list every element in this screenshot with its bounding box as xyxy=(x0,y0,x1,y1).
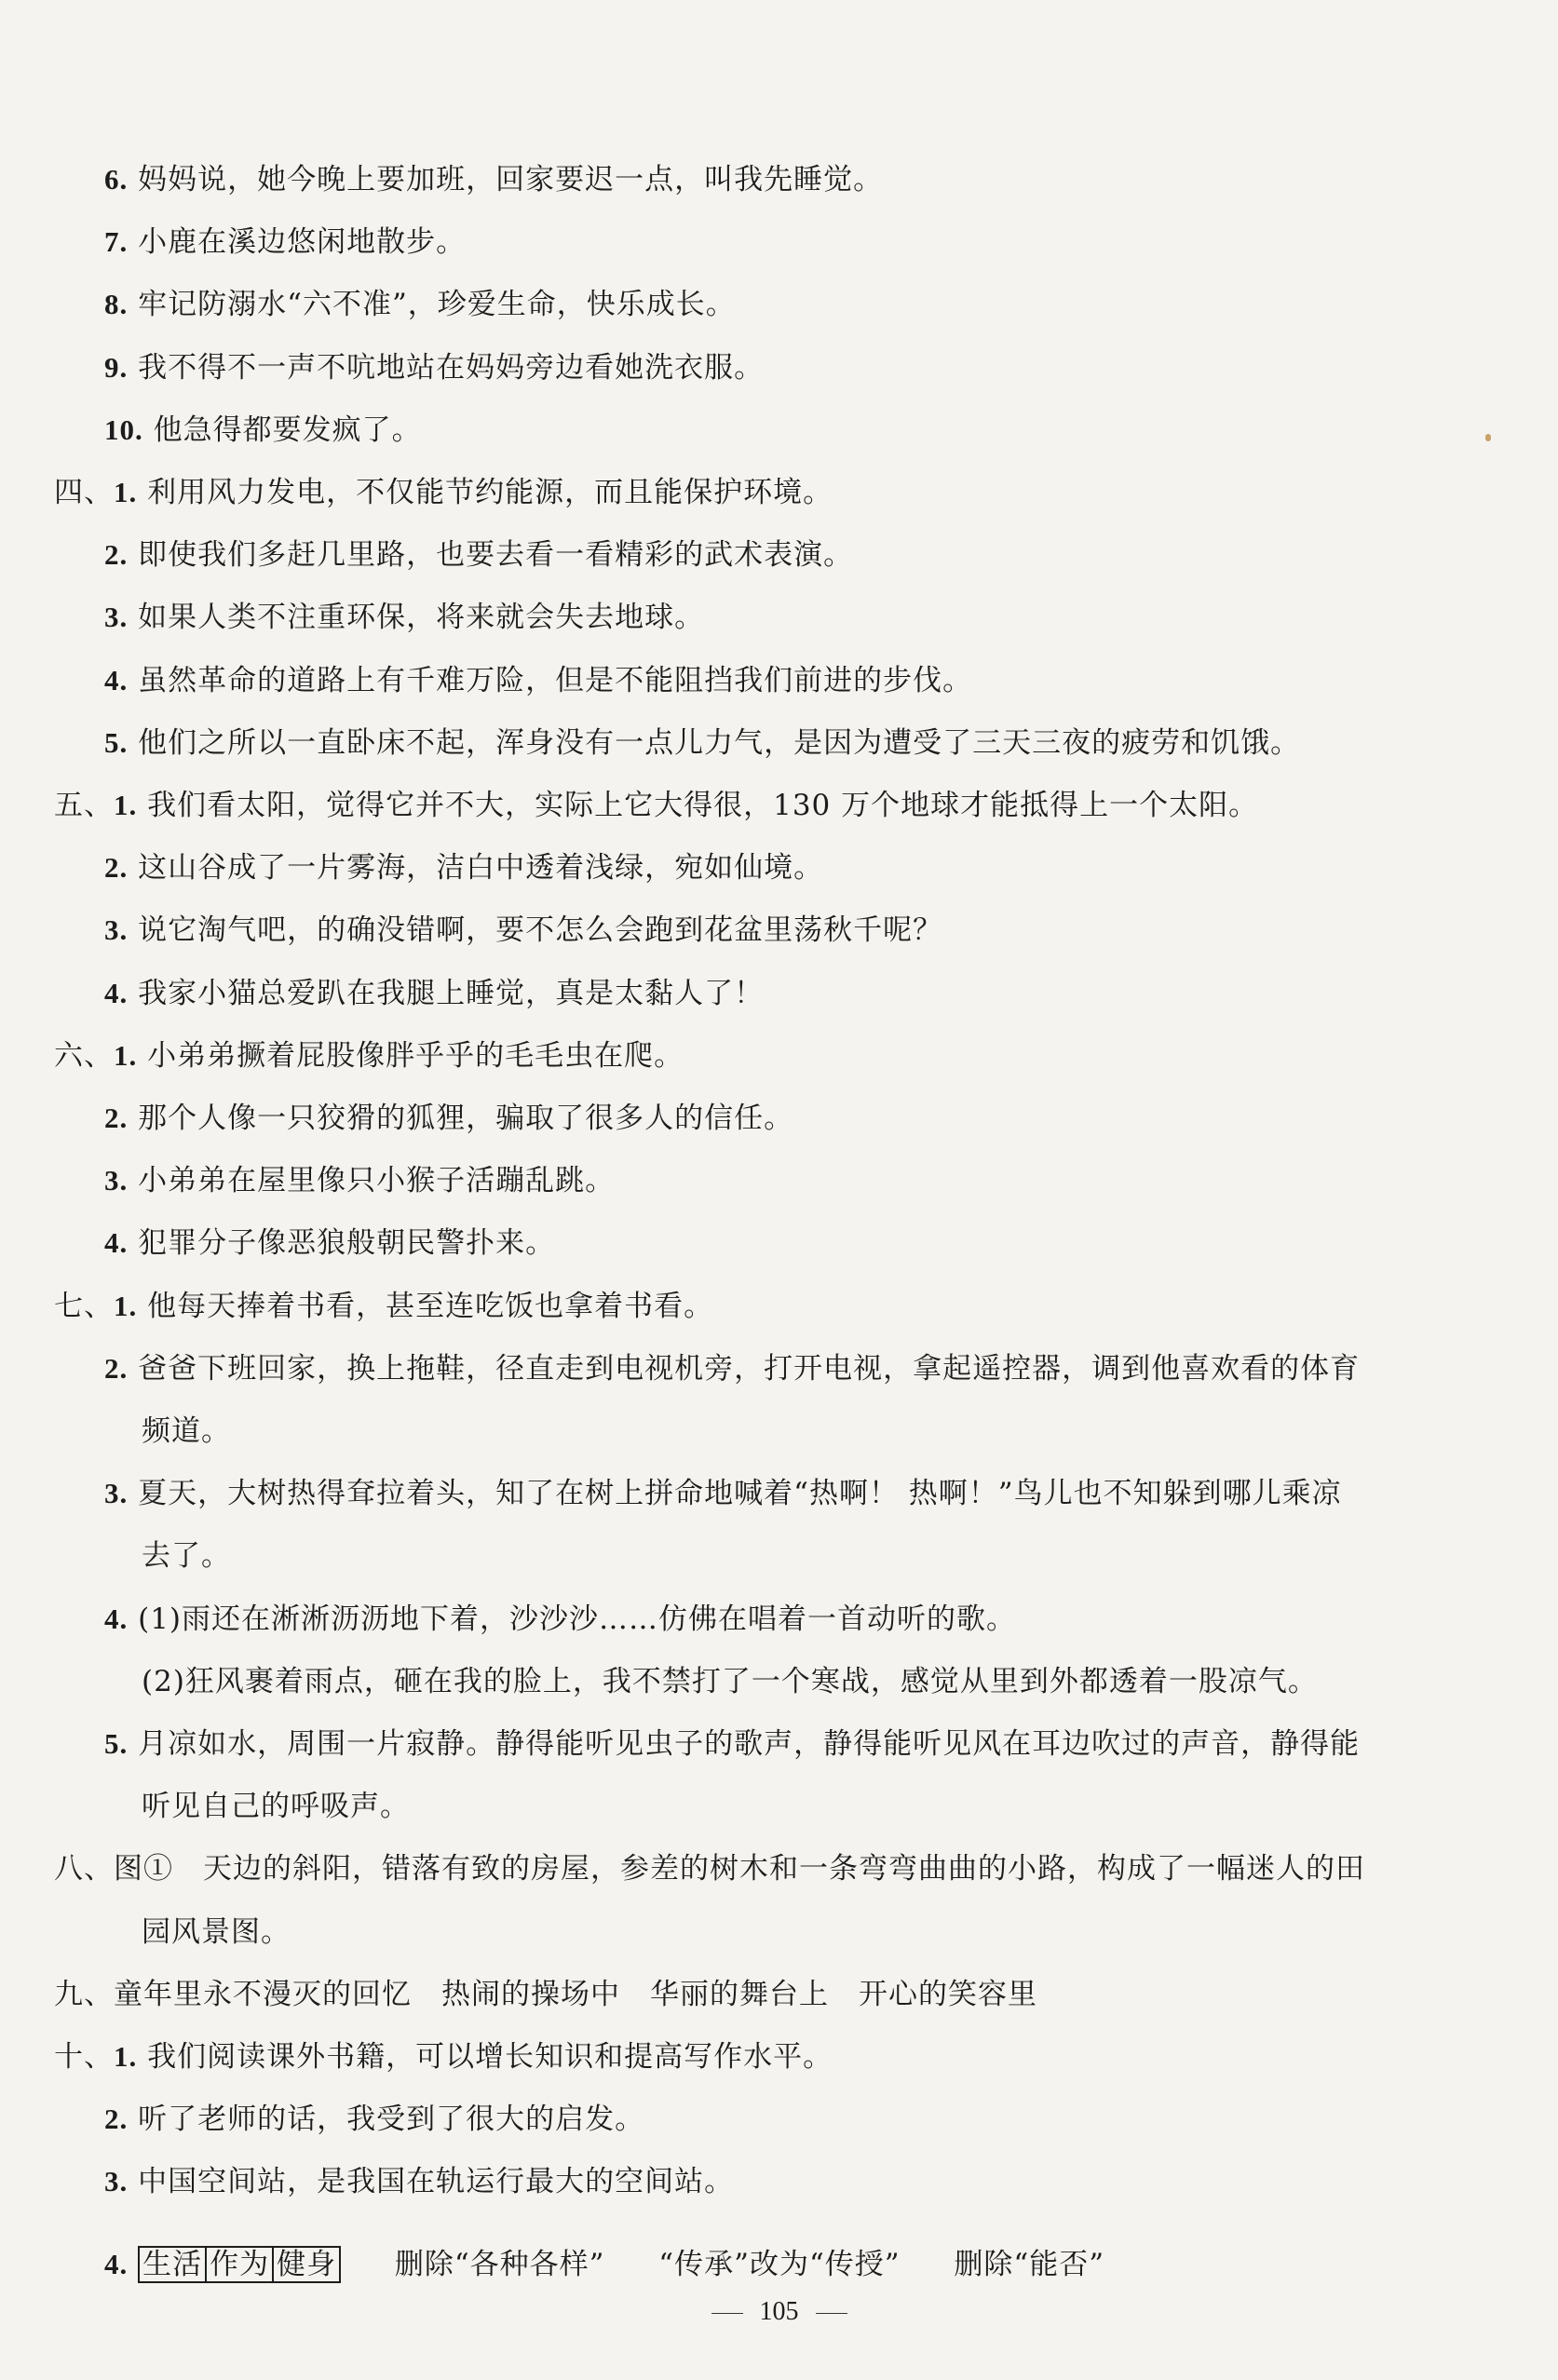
answer-line xyxy=(104,599,704,636)
item-number: 4. xyxy=(104,2248,129,2280)
item-number: 2. xyxy=(104,1102,129,1134)
answer-text: 小鹿在溪边悠闲地散步。 xyxy=(138,225,467,259)
answer-text: 那个人像一只狡猾的狐狸，骗取了很多人的信任。 xyxy=(138,1102,794,1135)
answer-line xyxy=(104,1725,1360,1763)
item-number: 1. xyxy=(114,2040,138,2073)
item-number: 2. xyxy=(104,1352,129,1385)
section-marker: 四、 xyxy=(54,476,114,509)
answer-line xyxy=(142,1788,410,1825)
answer-line xyxy=(104,975,764,1012)
answer-line xyxy=(54,787,1258,824)
answer-text: 去了。 xyxy=(142,1539,231,1573)
item-number: 4. xyxy=(104,1602,129,1635)
answer-line xyxy=(54,1037,684,1075)
item-number: 1. xyxy=(114,476,138,508)
answer-text: 虽然革命的道路上有千难万险，但是不能阻挡我们前进的步伐。 xyxy=(138,664,973,697)
section-marker: 七、 xyxy=(54,1290,114,1323)
item-number: 5. xyxy=(104,726,129,759)
answer-line xyxy=(104,286,736,323)
item-number: 3. xyxy=(104,1477,129,1509)
answer-text: 童年里永不漫灭的回忆 热闹的操场中 华丽的舞台上 开心的笑容里 xyxy=(114,1978,1037,2011)
section-marker: 九、 xyxy=(54,1978,114,2011)
answer-line xyxy=(104,161,883,198)
answer-line xyxy=(54,1850,1365,1887)
edit-note-1: 删除“各种各样” xyxy=(394,2248,605,2281)
answer-line xyxy=(104,412,422,449)
item-number: 2. xyxy=(104,2103,129,2135)
answer-text: 月凉如水，周围一片寂静。静得能听见虫子的歌声，静得能听见风在耳边吹过的声音，静得能 xyxy=(138,1727,1361,1761)
answer-text: 小弟弟在屋里像只小猴子活蹦乱跳。 xyxy=(138,1164,616,1197)
section-marker: 八、 xyxy=(54,1852,114,1886)
answer-text: 他每天捧着书看，甚至连吃饭也拿着书看。 xyxy=(147,1290,714,1323)
item-number: 2. xyxy=(104,851,129,884)
answer-text: (2)狂风裹着雨点，砸在我的脸上，我不禁打了一个寒战，感觉从里到外都透着一股凉气。 xyxy=(142,1665,1318,1698)
answer-text: 如果人类不注重环保，将来就会失去地球。 xyxy=(138,601,705,634)
answer-text: 小弟弟撅着屁股像胖乎乎的毛毛虫在爬。 xyxy=(147,1039,684,1073)
answer-text: 听了老师的话，我受到了很大的启发。 xyxy=(138,2103,645,2136)
page-number: 105 xyxy=(759,2297,799,2326)
section-marker: 五、 xyxy=(54,789,114,822)
answer-text: 图① 天边的斜阳，错落有致的房屋，参差的树木和一条弯弯曲曲的小路，构成了一幅迷人的田 xyxy=(114,1852,1365,1886)
answer-line xyxy=(54,1288,713,1325)
item-number: 3. xyxy=(104,2165,129,2197)
answer-text: 妈妈说，她今晚上要加班，回家要迟一点，叫我先睡觉。 xyxy=(138,163,884,196)
section-marker: 六、 xyxy=(54,1039,114,1073)
answer-line xyxy=(104,223,466,261)
item-number: 5. xyxy=(104,1727,129,1760)
answer-line xyxy=(104,1100,793,1137)
answer-line xyxy=(142,1537,231,1575)
paper-speck xyxy=(1485,434,1491,441)
answer-line xyxy=(104,349,764,386)
answer-text: 犯罪分子像恶狼般朝民警扑来。 xyxy=(138,1226,556,1260)
boxed-word-3: 健身 xyxy=(274,2246,341,2283)
item-number: 8. xyxy=(104,288,129,320)
answer-line xyxy=(104,912,942,949)
answer-text: 爸爸下班回家，换上拖鞋，径直走到电视机旁，打开电视，拿起遥控器，调到他喜欢看的体育 xyxy=(138,1352,1361,1386)
item-number: 1. xyxy=(114,1039,138,1072)
item-number: 9. xyxy=(104,351,129,384)
answer-line xyxy=(104,2163,734,2200)
item-number: 10. xyxy=(104,413,143,446)
answer-text: 夏天，大树热得耷拉着头，知了在树上拼命地喊着“热啊！ 热啊！”鸟儿也不知躲到哪儿乘凉 xyxy=(138,1477,1342,1510)
answer-line xyxy=(142,1413,231,1450)
answer-line xyxy=(104,2101,644,2138)
answer-line xyxy=(104,1350,1360,1387)
answer-text: 说它淘气吧，的确没错啊，要不怎么会跑到花盆里荡秋千呢？ xyxy=(138,913,943,947)
answer-text: 即使我们多赶几里路，也要去看一看精彩的武术表演。 xyxy=(138,538,854,572)
answer-line xyxy=(142,1913,291,1951)
answer-line xyxy=(104,662,972,699)
item-number: 1. xyxy=(114,789,138,821)
answer-line-10-4 xyxy=(104,2246,1104,2283)
answer-text: 频道。 xyxy=(142,1414,231,1448)
answer-text: 我家小猫总爱趴在我腿上睡觉，真是太黏人了！ xyxy=(138,977,765,1010)
answer-text: 这山谷成了一片雾海，洁白中透着浅绿，宛如仙境。 xyxy=(138,851,824,885)
answer-text: (1)雨还在淅淅沥沥地下着，沙沙沙……仿佛在唱着一首动听的歌。 xyxy=(138,1602,1017,1636)
item-number: 2. xyxy=(104,538,129,571)
edit-note-3: 删除“能否” xyxy=(954,2248,1105,2281)
answer-text: 他们之所以一直卧床不起，浑身没有一点儿力气，是因为遭受了三天三夜的疲劳和饥饿。 xyxy=(138,726,1301,760)
item-number: 3. xyxy=(104,913,129,946)
item-number: 4. xyxy=(104,977,129,1009)
answer-text: 园风景图。 xyxy=(142,1915,291,1949)
edit-note-2: “传承”改为“传授” xyxy=(658,2248,901,2281)
answer-text: 中国空间站，是我国在轨运行最大的空间站。 xyxy=(138,2165,735,2198)
item-number: 4. xyxy=(104,1226,129,1259)
answer-line xyxy=(104,1601,1016,1638)
answer-line xyxy=(142,1663,1318,1700)
footer-dash-left xyxy=(711,2313,743,2314)
boxed-word-1: 生活 xyxy=(138,2246,207,2283)
item-number: 6. xyxy=(104,163,129,196)
answer-line xyxy=(54,474,833,511)
boxed-word-2: 作为 xyxy=(207,2246,274,2283)
page-number-footer xyxy=(0,2295,1558,2329)
answer-text: 牢记防溺水“六不准”，珍爱生命，快乐成长。 xyxy=(138,288,736,321)
item-number: 1. xyxy=(114,1290,138,1322)
answer-line xyxy=(104,849,823,886)
answer-line xyxy=(104,536,853,574)
item-number: 7. xyxy=(104,225,129,258)
answer-text: 我不得不一声不吭地站在妈妈旁边看她洗衣服。 xyxy=(138,351,765,385)
answer-text: 他急得都要发疯了。 xyxy=(153,413,422,447)
answer-line xyxy=(54,1976,1037,2013)
item-number: 3. xyxy=(104,601,129,633)
item-number: 4. xyxy=(104,664,129,696)
item-number: 3. xyxy=(104,1164,129,1197)
answer-text: 我们阅读课外书籍，可以增长知识和提高写作水平。 xyxy=(147,2040,833,2074)
answer-line xyxy=(104,1475,1342,1512)
answer-text: 听见自己的呼吸声。 xyxy=(142,1790,410,1823)
answer-line xyxy=(104,724,1300,762)
footer-dash-right xyxy=(816,2313,847,2314)
answer-line xyxy=(54,2038,833,2076)
answer-line xyxy=(104,1162,615,1199)
answer-text: 我们看太阳，觉得它并不大，实际上它大得很，130 万个地球才能抵得上一个太阳。 xyxy=(147,789,1259,822)
answer-line xyxy=(104,1224,555,1262)
answer-text: 利用风力发电，不仅能节约能源，而且能保护环境。 xyxy=(147,476,833,509)
section-marker: 十、 xyxy=(54,2040,114,2074)
